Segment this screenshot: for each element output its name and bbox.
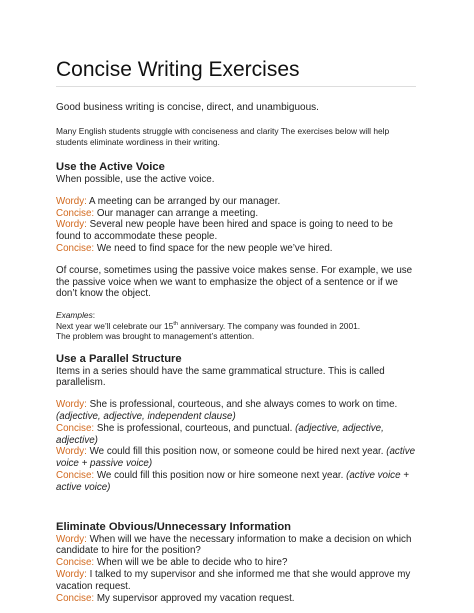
concise-label: Concise:: [56, 470, 95, 482]
eliminate-information-examples: [56, 534, 416, 605]
page-title: Concise Writing Exercises: [56, 58, 416, 87]
wordy-example: [56, 196, 416, 208]
examples-label: Examples:: [56, 310, 96, 321]
section-heading-eliminate-information: Eliminate Obvious/Unnecessary Information: [56, 520, 291, 533]
example-sentence: The problem was brought to management’s attention.: [56, 331, 255, 342]
concise-example: Concise: We could fill this position now or hire someone next year. (active voice + active voice): [56, 470, 409, 493]
section-description: Items in a series should have the same grammatical structure. This is called parallelism.: [56, 365, 385, 389]
concise-example: Concise: When will we be able to decide who to hire?: [56, 557, 288, 569]
wordy-example: Wordy: We could fill this position now, or someone could be hired next year. (active voice + passive voice): [56, 446, 416, 470]
wordy-label: Wordy:: [56, 399, 87, 411]
concise-example: Concise: My supervisor approved my vacation request.: [56, 592, 295, 604]
wordy-label: Wordy:: [56, 533, 87, 545]
wordy-example: Wordy: I talked to my supervisor and she informed me that she would approve my vacation request.: [56, 569, 411, 592]
parallel-structure-examples: [56, 399, 416, 493]
wordy-label: Wordy:: [56, 446, 87, 458]
wordy-example: [56, 219, 416, 243]
concise-example: [56, 243, 416, 255]
intro-secondary-text: Many English students struggle with conciseness and clarity The exercises below will help students eliminate wordiness in their writing.: [56, 126, 390, 147]
example-text: Our manager can arrange a meeting.: [94, 207, 259, 219]
concise-label: Concise:: [56, 592, 95, 604]
example-text: Several new people have been hired and space is going to need to be found to accommodate these people.: [56, 219, 393, 243]
concise-label: Concise:: [56, 207, 95, 219]
concise-label: Concise:: [56, 242, 95, 254]
concise-label: Concise:: [56, 422, 95, 434]
section-heading-active-voice: Use the Active Voice: [56, 161, 165, 173]
example-text: A meeting can be arranged by our manager.: [86, 195, 281, 207]
examples-block: [56, 310, 416, 342]
passive-voice-paragraph: Of course, sometimes using the passive voice makes sense. For example, we use the passive voice when we want to emphasize the object of a sentence or if we don’t know the object.: [56, 264, 413, 300]
wordy-label: Wordy:: [56, 219, 87, 231]
spacer: [56, 494, 416, 520]
section-description: When possible, use the active voice.: [56, 174, 215, 185]
grammar-hint: (adjective, adjective, adjective): [56, 422, 384, 446]
concise-example: [56, 208, 416, 220]
grammar-hint: (adjective, adjective, independent clause): [56, 411, 236, 423]
example-text: We need to find space for the new people we’ve hired.: [94, 242, 333, 254]
concise-label: Concise:: [56, 557, 95, 569]
section-heading-parallel-structure: Use a Parallel Structure: [56, 352, 182, 365]
grammar-hint: (active voice + active voice): [56, 470, 409, 493]
grammar-hint: (active voice + passive voice): [56, 446, 416, 470]
intro-text: Good business writing is concise, direct, and unambiguous.: [56, 102, 319, 113]
wordy-example: Wordy: She is professional, courteous, and she always comes to work on time. (adjective, adjective, independent clause): [56, 399, 398, 423]
wordy-label: Wordy:: [56, 195, 87, 207]
concise-example: Concise: She is professional, courteous, and punctual. (adjective, adjective, adjective): [56, 422, 384, 446]
wordy-label: Wordy:: [56, 569, 87, 581]
active-voice-examples: [56, 196, 416, 255]
example-sentence: Next year we’ll celebrate our 15th anniversary. The company was founded in 2001.: [56, 320, 361, 331]
wordy-example: Wordy: When will we have the necessary information to make a decision on which candidate to hire for the position?: [56, 533, 412, 557]
